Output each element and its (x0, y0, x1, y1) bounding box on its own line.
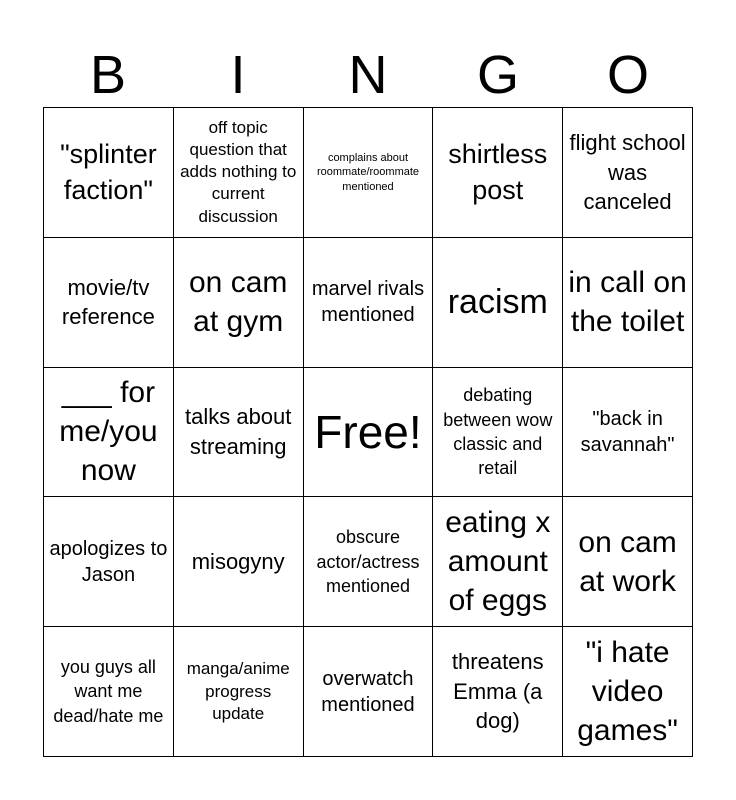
bingo-cell: threatens Emma (a dog) (433, 627, 563, 757)
bingo-cell: "i hate video games" (563, 627, 693, 757)
bingo-cell: complains about roommate/roommate mentioned (304, 108, 434, 238)
header-letter-n: N (348, 45, 388, 105)
bingo-cell: shirtless post (433, 108, 563, 238)
bingo-cell: in call on the toilet (563, 238, 693, 368)
bingo-cell: eating x amount of eggs (433, 497, 563, 627)
bingo-cell: you guys all want me dead/hate me (44, 627, 174, 757)
bingo-cell: on cam at gym (174, 238, 304, 368)
header-letter-g: G (476, 45, 519, 105)
header-letter-i: I (230, 45, 246, 105)
bingo-cell: debating between wow classic and retail (433, 368, 563, 498)
bingo-cell: obscure actor/actress mentioned (304, 497, 434, 627)
bingo-cell: off topic question that adds nothing to current discussion (174, 108, 304, 238)
bingo-cell: talks about streaming (174, 368, 304, 498)
bingo-cell: "splinter faction" (44, 108, 174, 238)
bingo-cell: flight school was canceled (563, 108, 693, 238)
bingo-cell: manga/anime progress update (174, 627, 304, 757)
bingo-header (43, 44, 693, 106)
bingo-cell: "back in savannah" (563, 368, 693, 498)
bingo-cell: misogyny (174, 497, 304, 627)
bingo-cell: movie/tv reference (44, 238, 174, 368)
bingo-cell: overwatch mentioned (304, 627, 434, 757)
bingo-grid (43, 107, 693, 757)
header-letter-b: B (89, 45, 127, 105)
bingo-cell: racism (433, 238, 563, 368)
bingo-cell: Free! (304, 368, 434, 498)
bingo-cell: on cam at work (563, 497, 693, 627)
bingo-cell: ___ for me/you now (44, 368, 174, 498)
bingo-cell: marvel rivals mentioned (304, 238, 434, 368)
header-letter-o: O (606, 45, 649, 105)
bingo-cell: apologizes to Jason (44, 497, 174, 627)
